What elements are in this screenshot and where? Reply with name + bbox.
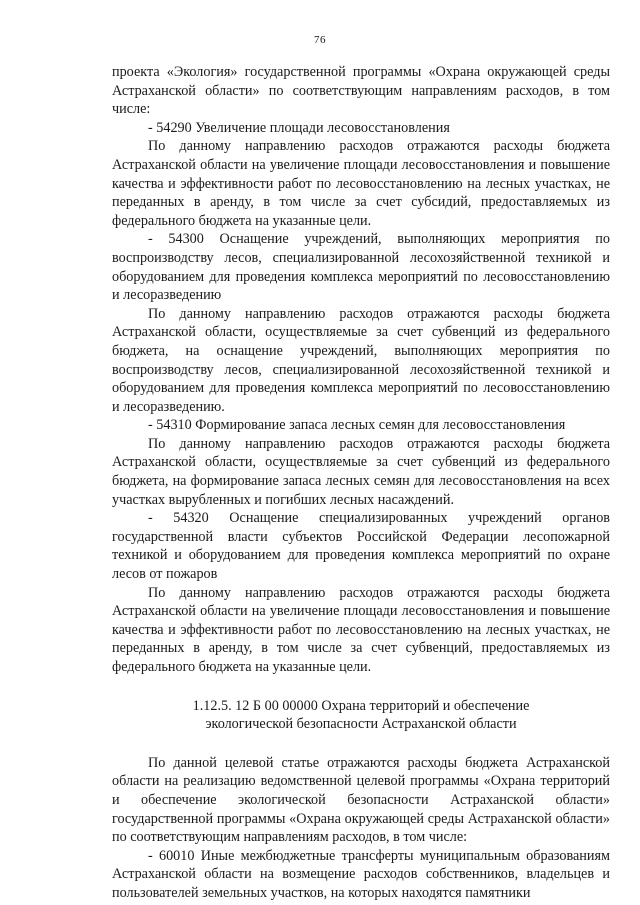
item-54310-description: По данному направлению расходов отражаются расходы бюджета Астраханской области, осуществляемые за счет субвенций из федерального бюджета, на формирование запаса лесных семян для лесовосстановления на всех участках вырубленных и погибших лесных насаждений. [112,435,610,508]
section-heading [112,697,610,734]
paragraph-intro-continuation: проекта «Экология» государственной программы «Охрана окружающей среды Астраханской области» по соответствующим направлениям расходов, в том числе: [112,64,610,118]
item-54290-description: По данному направлению расходов отражаются расходы бюджета Астраханской области на увеличение площади лесовосстановления и повышение качества и эффективности работ по лесовосстановлению на лесных участках, не переданных в аренду, в том числе за счет субсидий, предоставляемых из федерального бюджета на указанные цели. [112,138,610,229]
section-heading-line-1: 1.12.5. 12 Б 00 00000 Охрана территорий и обеспечение [192,697,530,714]
item-54320-title: - 54320 Оснащение специализированных учреждений органов государственной власти субъектов Российской Федерации лесопожарной техникой и оборудованием для проведения комплекса мероприятий по охране лесов от пожаров [112,510,610,583]
item-54320-description: По данному направлению расходов отражаются расходы бюджета Астраханской области на увеличение площади лесовосстановления и повышение качества и эффективности работ по лесовосстановлению на лесных участках, не переданных в аренду, в том числе за счет субвенций, предоставляемых из федерального бюджета на указанные цели. [112,584,610,675]
item-54300-title: - 54300 Оснащение учреждений, выполняющих мероприятия по воспроизводству лесов, специализированной лесохозяйственной техникой и оборудованием для проведения комплекса мероприятий по лесовосстановлению и лесоразведению [112,231,610,304]
item-60010-title: - 60010 Иные межбюджетные трансферты муниципальным образованиям Астраханской области на возмещение расходов собственников, владельцев и пользователей земельных участков, на которых находятся памятники [112,847,610,901]
section-heading-line-2: экологической безопасности Астраханской области [205,716,517,733]
item-54300-description: По данному направлению расходов отражаются расходы бюджета Астраханской области, осуществляемые за счет субвенций из федерального бюджета, на оснащение учреждений, выполняющих мероприятия по воспроизводству лесов, специализированной лесохозяйственной техникой и оборудованием для проведения комплекса мероприятий по лесовосстановлению и лесоразведению. [112,305,610,415]
page-number: 76 [314,34,326,46]
document-body [112,63,610,903]
item-54310-title: - 54310 Формирование запаса лесных семян для лесовосстановления [148,417,566,434]
section-description: По данной целевой статье отражаются расходы бюджета Астраханской области на реализацию ведомственной целевой программы «Охрана территорий и обеспечение экологической безопасности Астраханской области» государственной программы «Охрана окружающей среды Астраханской области» по соответствующим направлениям расходов, в том числе: [112,754,610,846]
item-54290-title: - 54290 Увеличение площади лесовосстановления [148,119,450,136]
